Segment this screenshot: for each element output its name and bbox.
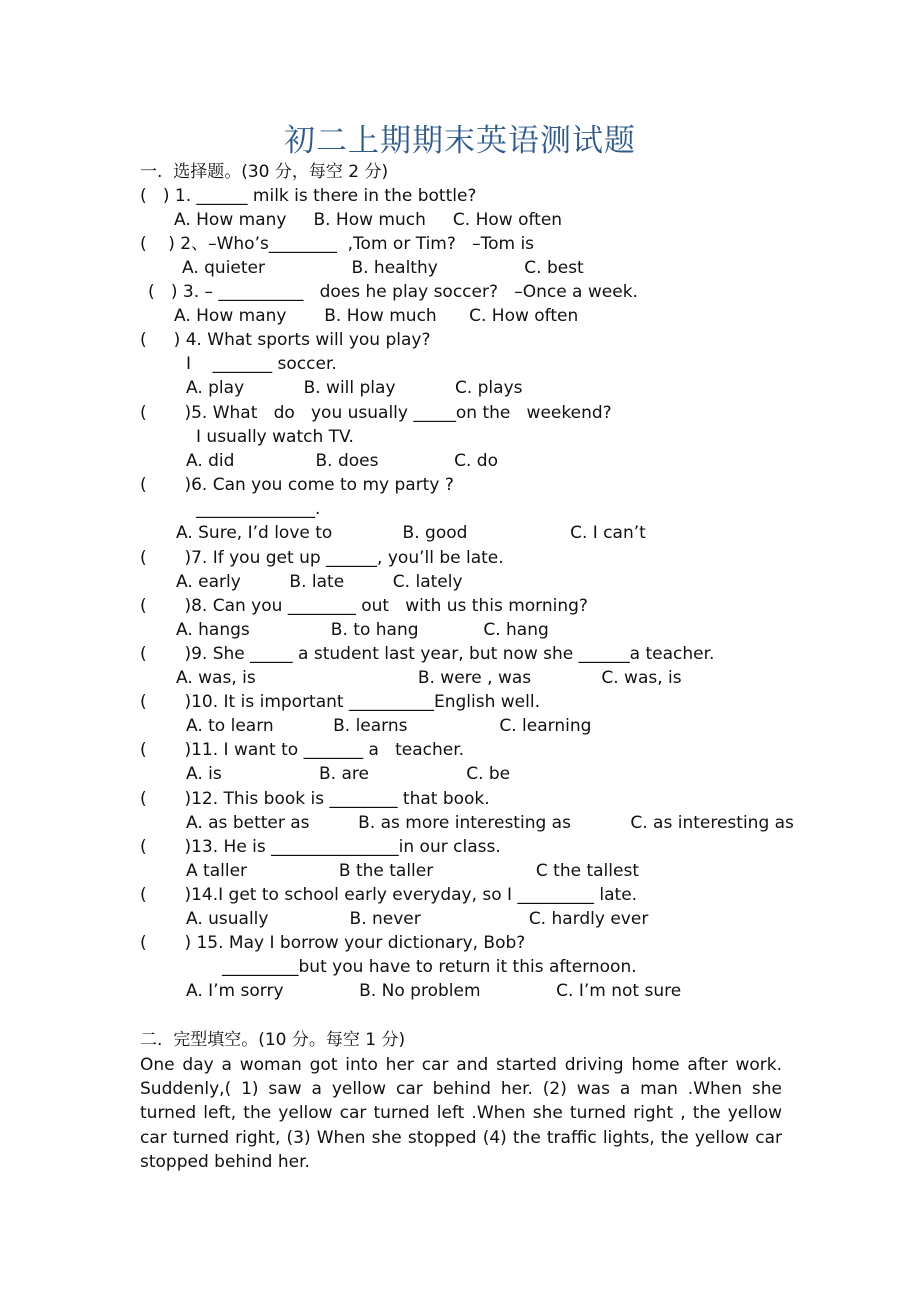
options-line: A. play B. will play C. plays [186,378,523,398]
section1-heading: 一. 选择题。(30 分，每空 2 分) [140,162,389,182]
question-line: ( )9. She _____ a student last year, but now she ______a teacher. [140,644,715,664]
question-line: ( ) 1. ______ milk is there in the bottle? [140,186,477,206]
answer-line: _________but you have to return it this afternoon. [222,957,637,977]
question-line: ( )11. I want to _______ a teacher. [140,740,465,760]
options-line: A. to learn B. learns C. learning [186,716,592,736]
options-line: A. Sure, I’d love to B. good C. I can’t [176,523,646,543]
question-line: ( )14.I get to school early everyday, so I _________ late. [140,885,638,905]
question-line: ( ) 4. What sports will you play? [140,330,431,350]
options-line: A. is B. are C. be [186,764,511,784]
question-line: ( )6. Can you come to my party ? [140,475,454,495]
answer-line: I usually watch TV. [196,427,354,447]
options-line: A. I’m sorry B. No problem C. I’m not sure [186,981,682,1001]
question-line: ( )7. If you get up ______, you’ll be late. [140,548,504,568]
question-line: ( )8. Can you ________ out with us this morning? [140,596,588,616]
options-line: A. usually B. never C. hardly ever [186,909,649,929]
question-line: ( ) 2、–Who’s________ ,Tom or Tim? –Tom is [140,234,535,254]
options-line: A. as better as B. as more interesting as C. as interesting as [186,813,794,833]
question-line: ( )10. It is important __________English well. [140,692,540,712]
question-line: ( )13. He is _______________in our class. [140,837,501,857]
options-line: A. did B. does C. do [186,451,499,471]
question-line: ( )5. What do you usually _____on the weekend? [140,403,612,423]
options-line: A. was, is B. were , was C. was, is [176,668,682,688]
answer-line: ______________. [196,499,321,519]
question-line: ( ) 3. – __________ does he play soccer? –Once a week. [148,282,638,302]
options-line: A. hangs B. to hang C. hang [176,620,549,640]
question-line: ( )12. This book is ________ that book. [140,789,490,809]
section2-heading: 二. 完型填空。(10 分。每空 1 分) [140,1030,406,1050]
options-line: A. How many B. How much C. How often [174,306,579,326]
options-line: A. early B. late C. lately [176,572,463,592]
options-line: A taller B the taller C the tallest [186,861,639,881]
cloze-passage: One day a woman got into her car and started driving home after work. Suddenly,( 1) saw a yellow car behind her. (2) was a man .When she turned left, the yellow car turned left .When she turned right , the yellow car turned right, (3) When she stopped (4) the traffic lights, the yellow car stopped behind her. [140,1055,782,1172]
answer-line: I _______ soccer. [186,354,337,374]
options-line: A. How many B. How much C. How often [174,210,563,230]
question-line: ( ) 15. May I borrow your dictionary, Bob? [140,933,526,953]
options-line: A. quieter B. healthy C. best [182,258,584,278]
page-title: 初二上期期末英语测试题 [284,123,636,159]
